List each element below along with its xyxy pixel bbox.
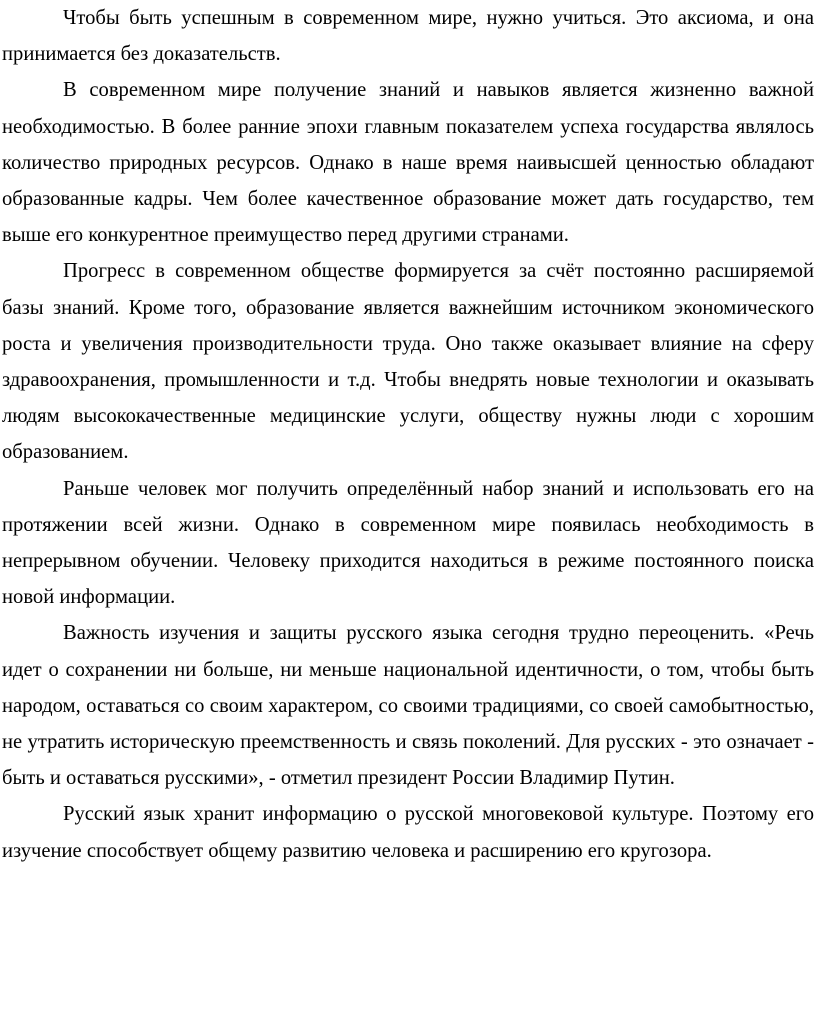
paragraph-3: Прогресс в современном обществе формируется за счёт постоянно расширяемой базы знаний. Кроме того, образование является важнейшим источником экономического роста и увеличения производительности труда. Оно также оказывает влияние на сферу здравоохранения, промышленности и т.д. Чтобы внедрять новые технологии и оказывать людям высококачественные медицинские услуги, обществу нужны люди с хорошим образованием. [2, 260, 814, 464]
paragraph-6: Русский язык хранит информацию о русской многовековой культуре. Поэтому его изучение способствует общему развитию человека и расширению его кругозора. [2, 803, 814, 862]
paragraph-1: Чтобы быть успешным в современном мире, нужно учиться. Это аксиома, и она принимается без доказательств. [2, 7, 814, 66]
paragraph-5: Важность изучения и защиты русского языка сегодня трудно переоценить. «Речь идет о сохранении ни больше, ни меньше национальной идентичности, о том, чтобы быть народом, оставаться со своим характером, со своими традициями, со своей самобытностью, не утратить историческую преемственность и связь поколений. Для русских - это означает - быть и оставаться русскими», - отметил президент России Владимир Путин. [2, 622, 814, 790]
document-body [2, 0, 814, 869]
paragraph-4: Раньше человек мог получить определённый набор знаний и использовать его на протяжении всей жизни. Однако в современном мире появилась необходимость в непрерывном обучении. Человеку приходится находиться в режиме постоянного поиска новой информации. [2, 477, 814, 609]
paragraph-2: В современном мире получение знаний и навыков является жизненно важной необходимостью. В более ранние эпохи главным показателем успеха государства являлось количество природных ресурсов. Однако в наше время наивысшей ценностью обладают образованные кадры. Чем более качественное образование может дать государство, тем выше его конкурентное преимущество перед другими странами. [2, 79, 814, 247]
